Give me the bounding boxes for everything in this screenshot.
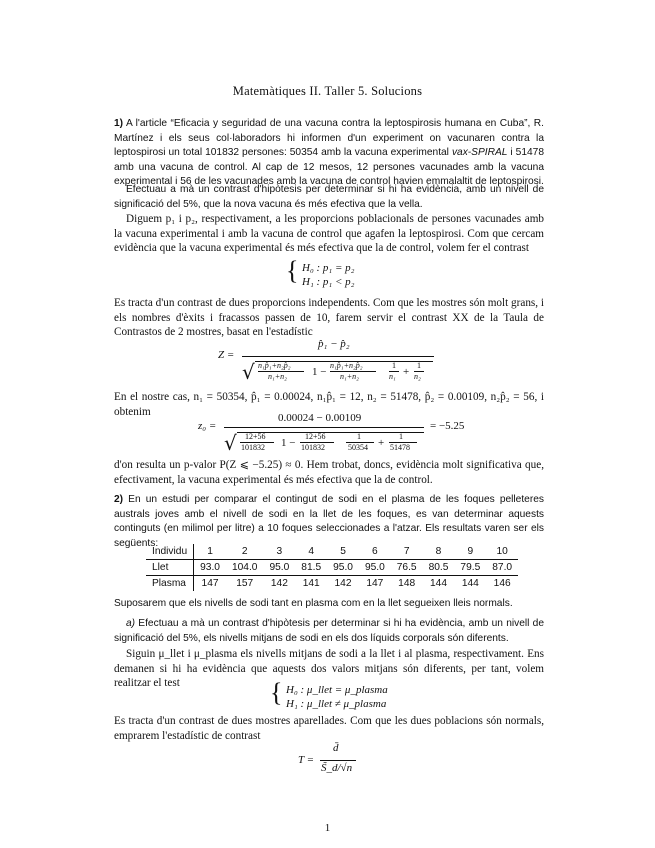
- problem-2a-task: a) Efectuau a mà un contrast d'hipòtesis per determinar si hi ha evidència, amb un nivell de significació del 5%, els nivells mitjans de sodi en els dos líquids corporals són diferents.: [114, 618, 544, 644]
- z-den-a-num: n₁p̂₁+n₂p̂₂: [258, 361, 291, 370]
- table-cell: 80.5: [423, 560, 455, 576]
- hypothesis2-h0: H₀ : μ_llet = μ_plasma: [286, 684, 388, 696]
- vaccine-name: vax-SPIRAL: [451, 147, 508, 158]
- z-den-b-num: n₁p̂₁+n₂p̂₂: [330, 361, 363, 370]
- table-cell: Llet: [146, 560, 194, 576]
- table-cell: 142: [270, 578, 288, 589]
- hypothesis2-h1: H₁ : μ_llet ≠ μ_plasma: [286, 698, 387, 710]
- hypothesis-h1: H₁ : p₁ < p₂: [302, 276, 355, 288]
- table-cell: 142: [334, 578, 352, 589]
- z-one-minus: 1 −: [312, 366, 327, 378]
- table-header-cell: 8: [423, 544, 455, 560]
- z-fraction-bar: [242, 356, 434, 357]
- solution-2-statistic-text: Es tracta d'un contrast de dues mostres aparellades. Com que les dues poblacions són normals, emprarem l'estadístic de contrast: [114, 715, 544, 742]
- z0-f1-den: 101832: [241, 443, 265, 452]
- z-den-a-den: n₁+n₂: [268, 372, 287, 381]
- table-cell: 144: [461, 578, 479, 589]
- table-cell: 104.0: [226, 560, 264, 576]
- table-cell: 144: [430, 578, 447, 589]
- z-inv2-den: n₂: [414, 372, 421, 381]
- table-cell: 76.5: [391, 560, 423, 576]
- problem-1-statement: 1) A l'article “Eficacia y seguridad de una vacuna contra la leptospirosis humana en Cuba”, R. Martínez i els seus col·laboradors hi informen d'un experiment on vacunaren contra la leptospirosi un total 101832 persones: 50354 amb la vacuna experimental vax-SPIRAL i 51478 amb una vacuna de control. Al cap de 12 mesos, 12 persones vacunades amb la vacuna experimental i 56 de les vacunades amb la vacuna de control havien emmalaltit de leptospirosi.: [114, 118, 544, 187]
- sodium-table: [146, 544, 518, 591]
- problem-2-number: 2): [114, 494, 124, 505]
- table-header-cell: 3: [263, 544, 295, 560]
- problem-1-task: Efectuau a mà un contrast d'hipòtesis per determinar si hi ha evidència, amb un nivell de significació del 5%, que la nova vacuna és més efectiva que la vella.: [114, 184, 544, 210]
- table-header-cell: Individu: [146, 544, 194, 560]
- table-cell: 87.0: [486, 560, 518, 576]
- z-den-b-den: n₁+n₂: [340, 372, 359, 381]
- table-header-cell: 6: [359, 544, 391, 560]
- table-cell: 157: [236, 578, 254, 589]
- page-number: 1: [324, 822, 331, 834]
- z-sqrt-sign: √: [242, 360, 255, 384]
- table-header-row: [146, 544, 518, 560]
- solution-1-statistic-text: Es tracta d'un contrast de dues proporcions independents. Com que les mostres són molt grans, i els nombres d'èxits i fracassos passen de 10, farem servir el contrast XX de la Taula de Contrastos de 2 mostres, basat en l'estadístic: [114, 297, 544, 338]
- table-cell: 95.0: [327, 560, 359, 576]
- z0-fraction-bar: [224, 427, 424, 428]
- table-header-cell: 5: [327, 544, 359, 560]
- hypothesis-brace: {: [286, 256, 299, 285]
- table-header-cell: 7: [391, 544, 423, 560]
- z0-f3-num: 1: [357, 432, 361, 441]
- t-numerator: d̄: [333, 742, 339, 754]
- table-cell: 81.5: [295, 560, 327, 576]
- table-cell: 148: [398, 578, 416, 589]
- t-lhs: T =: [298, 754, 315, 766]
- z0-f2-num: 12+56: [305, 432, 326, 441]
- solution-2-intro: Siguin μ_llet i μ_plasma els nivells mitjans de sodi a la llet i al plasma, respectivament. Ens demanen si hi ha evidència que aquests dos valors mitjans són diferents, per tant, volem realitzar el test: [114, 648, 544, 689]
- table-cell: 147: [201, 578, 219, 589]
- z0-one-minus: 1 −: [281, 437, 296, 449]
- normality-assumption: Suposarem que els nivells de sodi tant en plasma com en la llet segueixen lleis normals.: [114, 598, 513, 609]
- table-header-cell: 4: [295, 544, 327, 560]
- table-row: [146, 560, 518, 576]
- z0-f4-num: 1: [399, 432, 403, 441]
- z0-f4-den: 51478: [390, 443, 410, 452]
- problem-1-number: 1): [114, 118, 124, 129]
- z0-f3-den: 50354: [348, 443, 368, 452]
- table-header-cell: 9: [454, 544, 486, 560]
- hypothesis-brace-2: {: [270, 678, 283, 707]
- table-cell: Plasma: [146, 576, 194, 592]
- z-inv1-num: 1: [392, 361, 396, 370]
- z0-f1-num: 12+56: [245, 432, 266, 441]
- table-cell: 79.5: [454, 560, 486, 576]
- table-cell: 95.0: [263, 560, 295, 576]
- table-header-cell: 10: [486, 544, 518, 560]
- table-cell: 141: [302, 578, 320, 589]
- z-lhs: Z =: [218, 349, 235, 361]
- table-header-cell: 1: [194, 544, 226, 560]
- z0-result: = −5.25: [430, 420, 465, 432]
- hypothesis-h0: H₀ : p₁ = p₂: [302, 262, 355, 274]
- z-numerator: p̂₁ − p̂₂: [318, 338, 350, 350]
- solution-1-values: En el nostre cas, n₁ = 50354, p̂₁ = 0.00024, n₁p̂₁ = 12, n₂ = 51478, p̂₂ = 0.00109, n₂p̂₂ = 56, i obtenim: [114, 391, 544, 418]
- table-cell: 146: [493, 578, 511, 589]
- t-fraction-bar: [320, 760, 356, 761]
- part-a-label: a): [126, 618, 136, 629]
- z0-lhs: z₀ =: [198, 420, 217, 432]
- z0-numerator: 0.00024 − 0.00109: [278, 412, 362, 424]
- z-inv1-den: n₁: [389, 372, 396, 381]
- table-cell: 93.0: [194, 560, 226, 576]
- problem-2-statement: 2) En un estudi per comparar el contingut de sodi en el plasma de les foques pelleteres australs joves amb el nivell de sodi en la llet de les foques, es van determinar aquests continguts (en milimol per litre) a 10 foques seleccionades a l'atzar. Els resultats varen ser els següents:: [114, 494, 544, 549]
- z-inv2-num: 1: [417, 361, 421, 370]
- solution-1-conclusion: d'on resulta un p-valor P(Z ⩽ −5.25) ≈ 0. Hem trobat, doncs, evidència molt significativa que, efectivament, la vacuna experimental és més efectiva que la de control.: [114, 459, 544, 486]
- solution-1-intro: Diguem p₁ i p₂, respectivament, a les proporcions poblacionals de persones vacunades amb la vacuna experimental i amb la vacuna de control que agafen la leptospirosi. Com que cercam evidència que la vacuna experimental és més efectiva que la de control, volem fer el contrast: [114, 213, 544, 254]
- page-title: Matemàtiques II. Taller 5. Solucions: [232, 84, 423, 98]
- table-cell: 147: [366, 578, 384, 589]
- z0-f2-den: 101832: [301, 443, 325, 452]
- table-row: [146, 576, 518, 592]
- z0-sqrt-sign: √: [224, 431, 237, 455]
- table-cell: 95.0: [359, 560, 391, 576]
- z-plus: +: [403, 366, 410, 378]
- table-header-cell: 2: [226, 544, 264, 560]
- z0-plus: +: [378, 437, 385, 449]
- t-denominator: S̃_d/√n: [321, 762, 353, 774]
